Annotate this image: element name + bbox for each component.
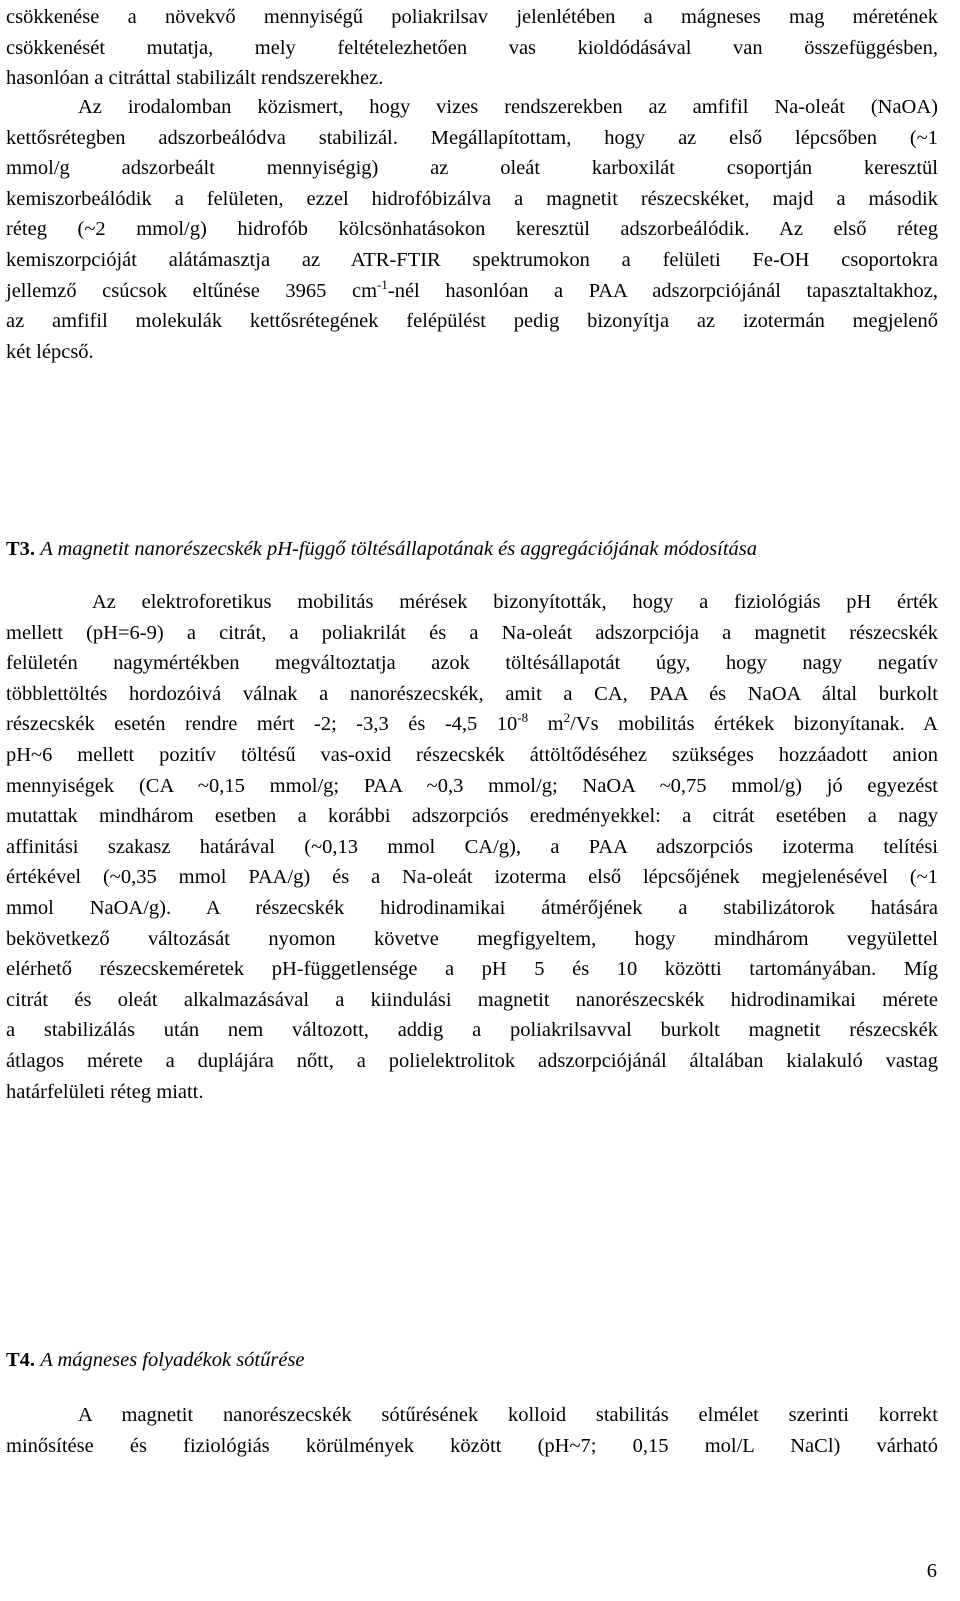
section-heading-t4 bbox=[6, 1345, 938, 1375]
text-fragment: /Vs mobilitás értékek bizonyítanak. A bbox=[570, 713, 938, 736]
text-line: értékével (~0,35 mmol PAA/g) és a Na-oleát izoterma első lépcsőjének megjelenésével (~1 bbox=[6, 866, 938, 889]
heading-number: T4. bbox=[6, 1349, 36, 1371]
text-line bbox=[6, 276, 938, 307]
text-line: Az elektroforetikus mobilitás mérések bizonyították, hogy a fiziológiás pH érték bbox=[92, 591, 938, 613]
text-line: két lépcső. bbox=[6, 340, 94, 363]
text-line: affinitási szakasz határával (~0,13 mmol CA/g), a PAA adszorpciós izoterma telítési bbox=[6, 835, 938, 858]
text-line: mmol NaOA/g). A részecskék hidrodinamikai átmérőjének a stabilizátorok hatására bbox=[6, 896, 938, 919]
text-line: citrát és oleát alkalmazásával a kiindulási magnetit nanorészecskék hidrodinamikai mérete bbox=[6, 988, 938, 1011]
superscript: -8 bbox=[517, 710, 529, 726]
text-line: pH~6 mellett pozitív töltésű vas-oxid részecskék áttöltődéséhez szükséges hozzáadott anion bbox=[6, 743, 938, 766]
heading-title: A mágneses folyadékok sótűrése bbox=[40, 1349, 305, 1371]
text-line: bekövetkező változását nyomon követve megfigyeltem, hogy mindhárom vegyülettel bbox=[6, 927, 938, 950]
text-line: A magnetit nanorészecskék sótűrésének kolloid stabilitás elmélet szerinti korrekt bbox=[78, 1404, 938, 1426]
text-line: határfelületi réteg miatt. bbox=[6, 1080, 204, 1103]
paragraph-naoa bbox=[6, 92, 938, 367]
text-line: mennyiségek (CA ~0,15 mmol/g; PAA ~0,3 mmol/g; NaOA ~0,75 mmol/g) jó egyezést bbox=[6, 774, 938, 797]
text-line: mmol/g adszorbeált mennyiségig) az oleát karboxilát csoportján keresztül bbox=[6, 157, 938, 180]
text-line: kemiszorpcióját alátámasztja az ATR-FTIR spektrumokon a felületi Fe-OH csoportokra bbox=[6, 248, 938, 271]
paragraph-continuation bbox=[6, 2, 938, 94]
text-line bbox=[6, 709, 938, 740]
section-heading-t3 bbox=[6, 534, 938, 564]
text-line: minősítése és fiziológiás körülmények között (pH~7; 0,15 mol/L NaCl) várható bbox=[6, 1434, 938, 1457]
text-line: a stabilizálás után nem változott, addig a poliakrilsavval burkolt magnetit részecskék bbox=[6, 1019, 938, 1042]
text-fragment: jellemző csúcsok eltűnése 3965 cm bbox=[6, 279, 378, 302]
heading-number: T3. bbox=[6, 538, 36, 560]
text-line: csökkenése a növekvő mennyiségű poliakrilsav jelenlétében a mágneses mag méretének bbox=[6, 6, 938, 28]
text-line: többlettöltés hordozóivá válnak a nanorészecskék, amit a CA, PAA és NaOA által burkolt bbox=[6, 682, 938, 705]
heading-title: A magnetit nanorészecskék pH-függő töltésállapotának és aggregációjának módosítása bbox=[40, 538, 758, 560]
text-line: az amfifil molekulák kettősrétegének felépülést pedig bizonyítja az izotermán megjelenő bbox=[6, 310, 938, 333]
text-line: elérhető részecskeméretek pH-függetlensége a pH 5 és 10 közötti tartományában. Míg bbox=[6, 958, 938, 981]
text-line: Az irodalomban közismert, hogy vizes rendszerekben az amfifil Na-oleát (NaOA) bbox=[78, 96, 938, 118]
text-line: mellett (pH=6-9) a citrát, a poliakrilát és a Na-oleát adszorpciója a magnetit részecskék bbox=[6, 621, 938, 644]
text-line: csökkenését mutatja, mely feltételezhetően vas kioldódásával van összefüggésben, bbox=[6, 36, 938, 59]
text-fragment: részecskék esetén rendre mért -2; -3,3 és -4,5 10 bbox=[6, 713, 518, 736]
superscript: -1 bbox=[377, 276, 388, 292]
superscript: 2 bbox=[563, 710, 571, 726]
page-number: 6 bbox=[926, 1560, 937, 1582]
text-line: kettősrétegben adszorbeálódva stabilizál. Megállapítottam, hogy az első lépcsőben (~1 bbox=[6, 126, 938, 149]
text-fragment: -nél hasonlóan a PAA adszorpciójánál tapasztaltakhoz, bbox=[387, 279, 938, 302]
text-line: átlagos mérete a duplájára nőtt, a polielektrolitok adszorpciójánál általában kialakuló vastag bbox=[6, 1049, 938, 1072]
text-line: kemiszorbeálódik a felületen, ezzel hidrofóbizálva a magnetit részecskéket, majd a második bbox=[6, 187, 938, 210]
paragraph-mobility bbox=[6, 587, 938, 1107]
text-line: réteg (~2 mmol/g) hidrofób kölcsönhatásokon keresztül adszorbeálódik. Az első réteg bbox=[6, 218, 938, 241]
text-line: felületén nagymértékben megváltoztatja azok töltésállapotát úgy, hogy nagy negatív bbox=[6, 652, 938, 675]
text-fragment: m bbox=[528, 713, 564, 736]
paragraph-salt-tolerance bbox=[6, 1400, 938, 1461]
text-line: hasonlóan a citráttal stabilizált rendszerekhez. bbox=[6, 67, 384, 90]
text-line: mutattak mindhárom esetben a korábbi adszorpciós eredményekkel: a citrát esetében a nagy bbox=[6, 805, 938, 828]
